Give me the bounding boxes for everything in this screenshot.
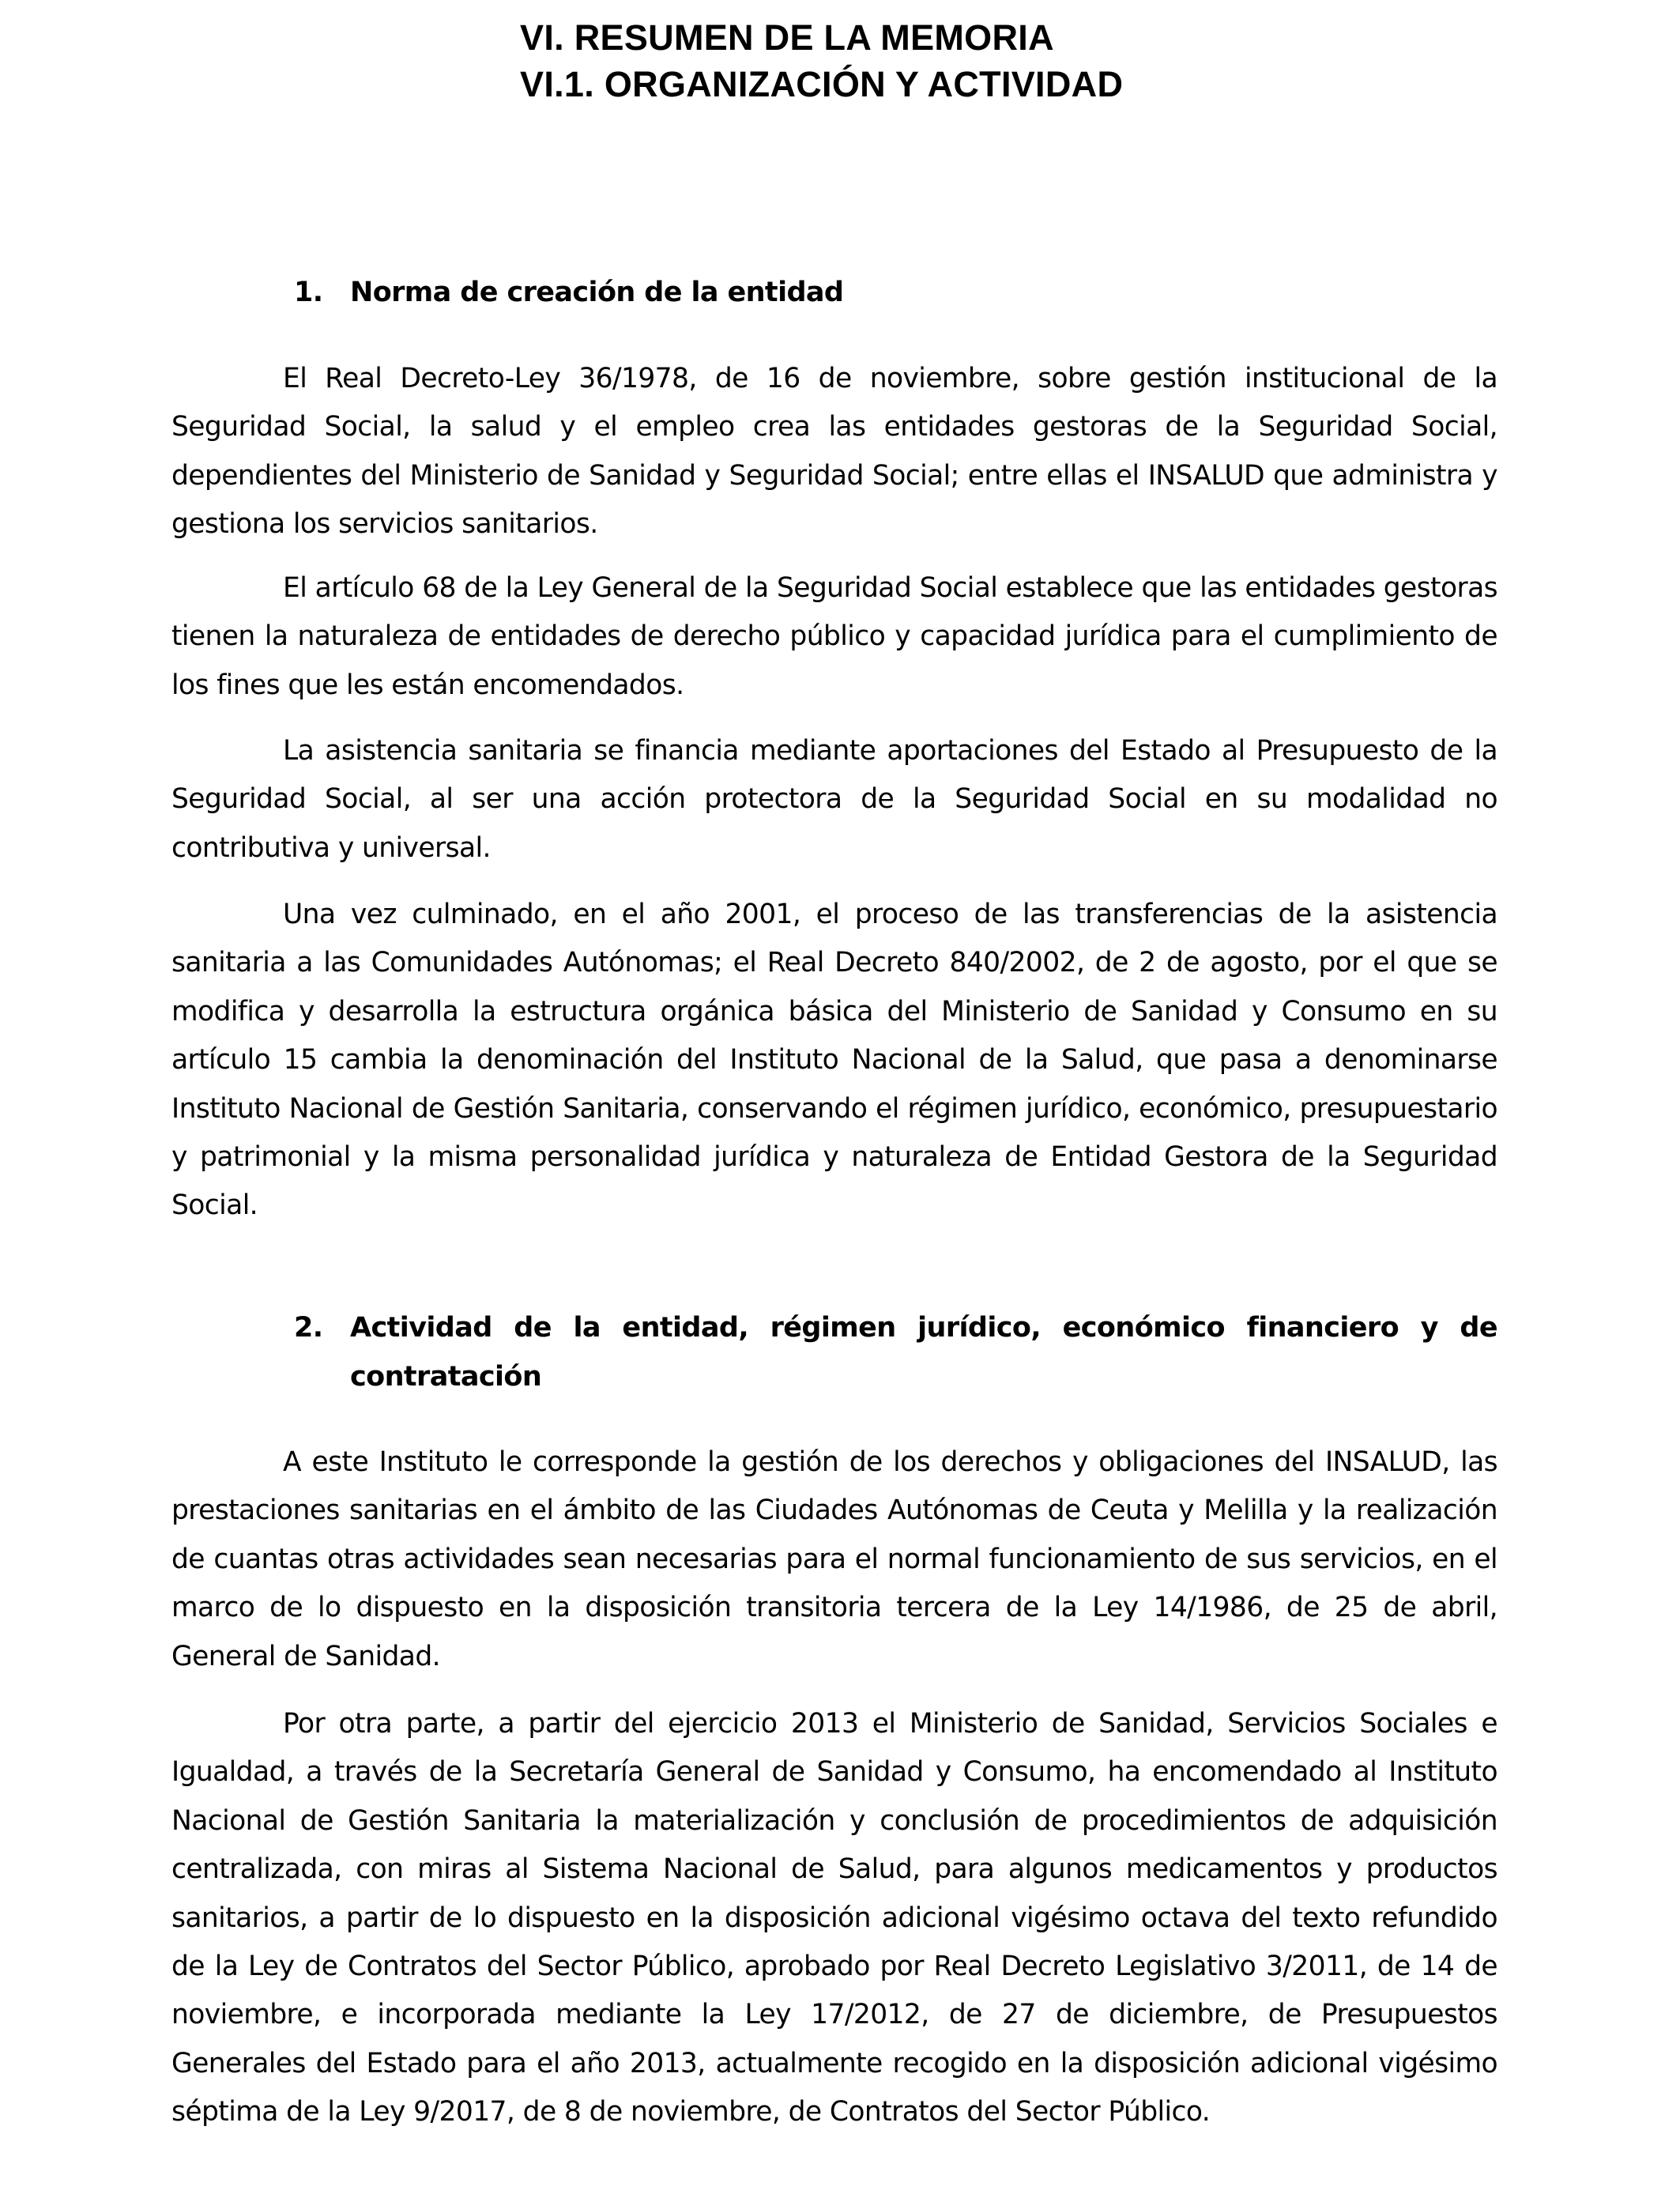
section-2-heading — [294, 1303, 1497, 1401]
document-header — [520, 14, 1123, 107]
section-2-title-line-1: Actividad de la entidad, régimen jurídico, económico financiero y de — [350, 1312, 1497, 1344]
section-1-paragraph-4: Una vez culminado, en el año 2001, el proceso de las transferencias de la asistencia sanitaria a las Comunidades Autónomas; el Real Decreto 840/2002, de 2 de agosto, por el que se modifica y desarrolla la estructura orgánica básica del Ministerio de Sanidad y Consumo en su artículo 15 cambia la denominación del Instituto Nacional de la Salud, que pasa a denominarse Instituto Nacional de Gestión Sanitaria, conservando el régimen jurídico, económico, presupuestario y patrimonial y la misma personalidad jurídica y naturaleza de Entidad Gestora de la Seguridad Social. — [171, 899, 1497, 1222]
section-2-title-line-2: contratación — [350, 1361, 542, 1393]
header-subtitle: VI.1. ORGANIZACIÓN Y ACTIVIDAD — [520, 64, 1124, 104]
section-1-paragraph-1: El Real Decreto-Ley 36/1978, de 16 de noviembre, sobre gestión institucional de la Seguridad Social, la salud y el empleo crea las entidades gestoras de la Seguridad Social, dependientes del Ministerio de Sanidad y Seguridad Social; entre ellas el INSALUD que administra y gestiona los servicios sanitarios. — [171, 363, 1497, 541]
section-2-paragraph-1: A este Instituto le corresponde la gestión de los derechos y obligaciones del INSALUD, las prestaciones sanitarias en el ámbito de las Ciudades Autónomas de Ceuta y Melilla y la realización de cuantas otras actividades sean necesarias para el normal funcionamiento de sus servicios, en el marco de lo dispuesto en la disposición transitoria tercera de la Ley 14/1986, de 25 de abril, General de Sanidad. — [171, 1446, 1497, 1672]
section-1-paragraph-2: El artículo 68 de la Ley General de la Seguridad Social establece que las entidades gestoras tienen la naturaleza de entidades de derecho público y capacidad jurídica para el cumplimiento de los fines que les están encomendados. — [171, 572, 1497, 701]
section-2-title — [350, 1303, 1497, 1401]
section-1-paragraph-3: La asistencia sanitaria se financia mediante aportaciones del Estado al Presupuesto de la Seguridad Social, al ser una acción protectora de la Seguridad Social en su modalidad no contributiva y universal. — [171, 735, 1497, 864]
section-1-title: Norma de creación de la entidad — [350, 277, 844, 308]
header-title: VI. RESUMEN DE LA MEMORIA — [520, 17, 1054, 58]
section-1-number: 1. — [294, 277, 323, 308]
section-1-heading — [294, 268, 1497, 317]
section-2-paragraph-2: Por otra parte, a partir del ejercicio 2013 el Ministerio de Sanidad, Servicios Sociales e Igualdad, a través de la Secretaría General de Sanidad y Consumo, ha encomendado al Instituto Nacional de Gestión Sanitaria la materialización y conclusión de procedimientos de adquisición centralizada, con miras al Sistema Nacional de Salud, para algunos medicamentos y productos sanitarios, a partir de lo dispuesto en la disposición adicional vigésimo octava del texto refundido de la Ley de Contratos del Sector Público, aprobado por Real Decreto Legislativo 3/2011, de 14 de noviembre, e incorporada mediante la Ley 17/2012, de 27 de diciembre, de Presupuestos Generales del Estado para el año 2013, actualmente recogido en la disposición adicional vigésimo séptima de la Ley 9/2017, de 8 de noviembre, de Contratos del Sector Público. — [171, 1708, 1497, 2128]
section-2-number: 2. — [294, 1312, 323, 1344]
